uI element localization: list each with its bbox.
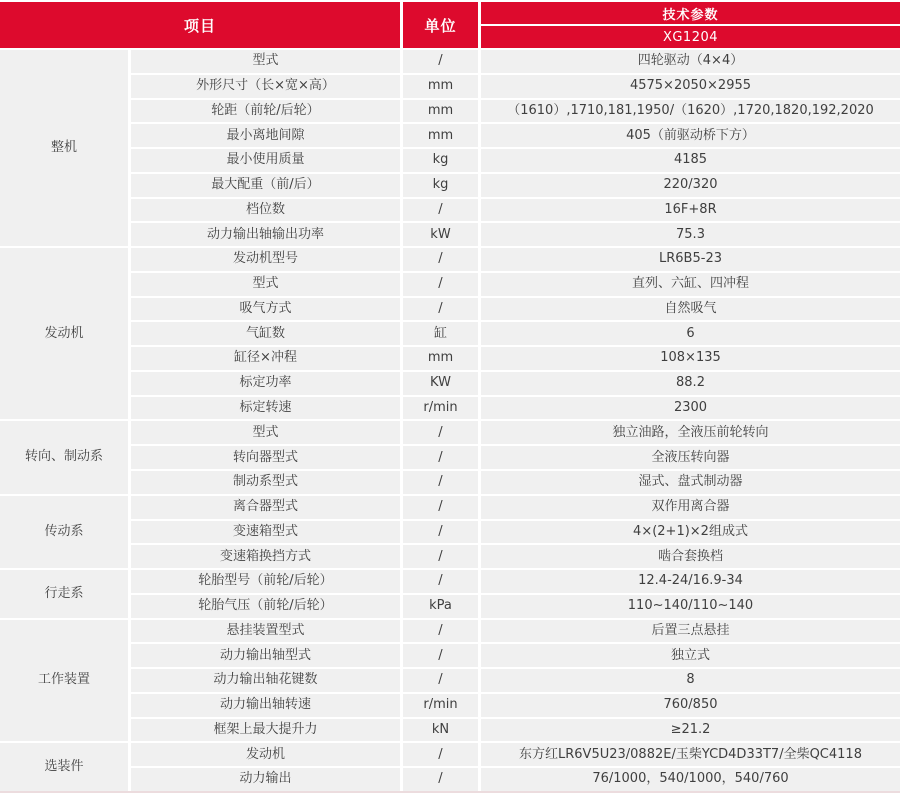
group-cell: 转向、制动系 [0, 421, 128, 493]
value-cell: 760/850 [481, 694, 900, 717]
item-cell: 标定功率 [131, 372, 400, 395]
item-cell: 轮距（前轮/后轮） [131, 100, 400, 123]
unit-cell: / [403, 471, 478, 494]
value-cell: 双作用离合器 [481, 496, 900, 519]
value-cell: 4×(2+1)×2组成式 [481, 521, 900, 544]
unit-cell: / [403, 521, 478, 544]
value-cell: 8 [481, 669, 900, 692]
item-cell: 动力输出 [131, 768, 400, 791]
unit-cell: kW [403, 223, 478, 246]
item-cell: 型式 [131, 273, 400, 296]
header-model-name: XG1204 [481, 26, 900, 48]
value-cell: 4185 [481, 149, 900, 172]
unit-cell: kPa [403, 595, 478, 618]
item-cell: 悬挂装置型式 [131, 620, 400, 643]
table-header [0, 2, 900, 48]
spec-table-body [0, 50, 900, 791]
unit-cell: / [403, 620, 478, 643]
item-cell: 变速箱换挡方式 [131, 545, 400, 568]
item-cell: 轮胎型号（前轮/后轮） [131, 570, 400, 593]
value-cell: 四轮驱动（4×4） [481, 50, 900, 73]
value-cell: 2300 [481, 397, 900, 420]
value-cell: 405（前驱动桥下方） [481, 124, 900, 147]
value-cell: 76/1000，540/1000，540/760 [481, 768, 900, 791]
item-cell: 制动系型式 [131, 471, 400, 494]
unit-cell: mm [403, 347, 478, 370]
group-cell: 发动机 [0, 248, 128, 419]
item-cell: 最小离地间隙 [131, 124, 400, 147]
unit-cell: / [403, 199, 478, 222]
unit-cell: / [403, 644, 478, 667]
unit-cell: mm [403, 124, 478, 147]
header-unit-column: 单位 [403, 2, 478, 48]
item-cell: 框架上最大提升力 [131, 719, 400, 742]
item-cell: 轮胎气压（前轮/后轮） [131, 595, 400, 618]
value-cell: 12.4-24/16.9-34 [481, 570, 900, 593]
item-cell: 吸气方式 [131, 298, 400, 321]
item-cell: 转向器型式 [131, 446, 400, 469]
group-cell: 行走系 [0, 570, 128, 618]
unit-cell: / [403, 768, 478, 791]
group-cell: 工作装置 [0, 620, 128, 742]
unit-cell: / [403, 273, 478, 296]
unit-cell: kg [403, 149, 478, 172]
value-cell: 88.2 [481, 372, 900, 395]
item-cell: 型式 [131, 50, 400, 73]
unit-cell: / [403, 298, 478, 321]
item-cell: 最小使用质量 [131, 149, 400, 172]
group-cell: 传动系 [0, 496, 128, 568]
value-cell: 4575×2050×2955 [481, 75, 900, 98]
value-cell: 16F+8R [481, 199, 900, 222]
value-cell: 全液压转向器 [481, 446, 900, 469]
value-cell: 独立油路，全液压前轮转向 [481, 421, 900, 444]
item-cell: 气缸数 [131, 322, 400, 345]
unit-cell: r/min [403, 397, 478, 420]
unit-cell: kN [403, 719, 478, 742]
unit-cell: / [403, 446, 478, 469]
item-cell: 动力输出轴花键数 [131, 669, 400, 692]
item-cell: 动力输出轴型式 [131, 644, 400, 667]
unit-cell: 缸 [403, 322, 478, 345]
unit-cell: / [403, 545, 478, 568]
value-cell: ≥21.2 [481, 719, 900, 742]
unit-cell: KW [403, 372, 478, 395]
unit-cell: / [403, 669, 478, 692]
header-params-column [481, 2, 900, 48]
value-cell: 108×135 [481, 347, 900, 370]
item-cell: 离合器型式 [131, 496, 400, 519]
item-cell: 变速箱型式 [131, 521, 400, 544]
value-cell: （1610）,1710,181,1950/（1620）,1720,1820,192,2020 [481, 100, 900, 123]
unit-cell: mm [403, 75, 478, 98]
item-cell: 发动机 [131, 743, 400, 766]
unit-cell: / [403, 50, 478, 73]
unit-cell: / [403, 421, 478, 444]
item-cell: 型式 [131, 421, 400, 444]
value-cell: LR6B5-23 [481, 248, 900, 271]
value-cell: 湿式、盘式制动器 [481, 471, 900, 494]
item-cell: 标定转速 [131, 397, 400, 420]
item-cell: 外形尺寸（长×宽×高） [131, 75, 400, 98]
unit-cell: kg [403, 174, 478, 197]
header-item-column: 项目 [0, 2, 400, 48]
header-params-title: 技术参数 [481, 2, 900, 24]
value-cell: 75.3 [481, 223, 900, 246]
group-cell: 选装件 [0, 743, 128, 791]
item-cell: 最大配重（前/后） [131, 174, 400, 197]
value-cell: 110~140/110~140 [481, 595, 900, 618]
unit-cell: / [403, 496, 478, 519]
value-cell: 直列、六缸、四冲程 [481, 273, 900, 296]
item-cell: 动力输出轴转速 [131, 694, 400, 717]
value-cell: 东方红LR6V5U23/0882E/玉柴YCD4D33T7/全柴QC4118 [481, 743, 900, 766]
item-cell: 档位数 [131, 199, 400, 222]
unit-cell: r/min [403, 694, 478, 717]
unit-cell: / [403, 570, 478, 593]
group-cell: 整机 [0, 50, 128, 246]
value-cell: 220/320 [481, 174, 900, 197]
value-cell: 独立式 [481, 644, 900, 667]
value-cell: 6 [481, 322, 900, 345]
value-cell: 啮合套换档 [481, 545, 900, 568]
unit-cell: mm [403, 100, 478, 123]
item-cell: 动力输出轴输出功率 [131, 223, 400, 246]
unit-cell: / [403, 248, 478, 271]
value-cell: 自然吸气 [481, 298, 900, 321]
item-cell: 发动机型号 [131, 248, 400, 271]
value-cell: 后置三点悬挂 [481, 620, 900, 643]
unit-cell: / [403, 743, 478, 766]
item-cell: 缸径×冲程 [131, 347, 400, 370]
